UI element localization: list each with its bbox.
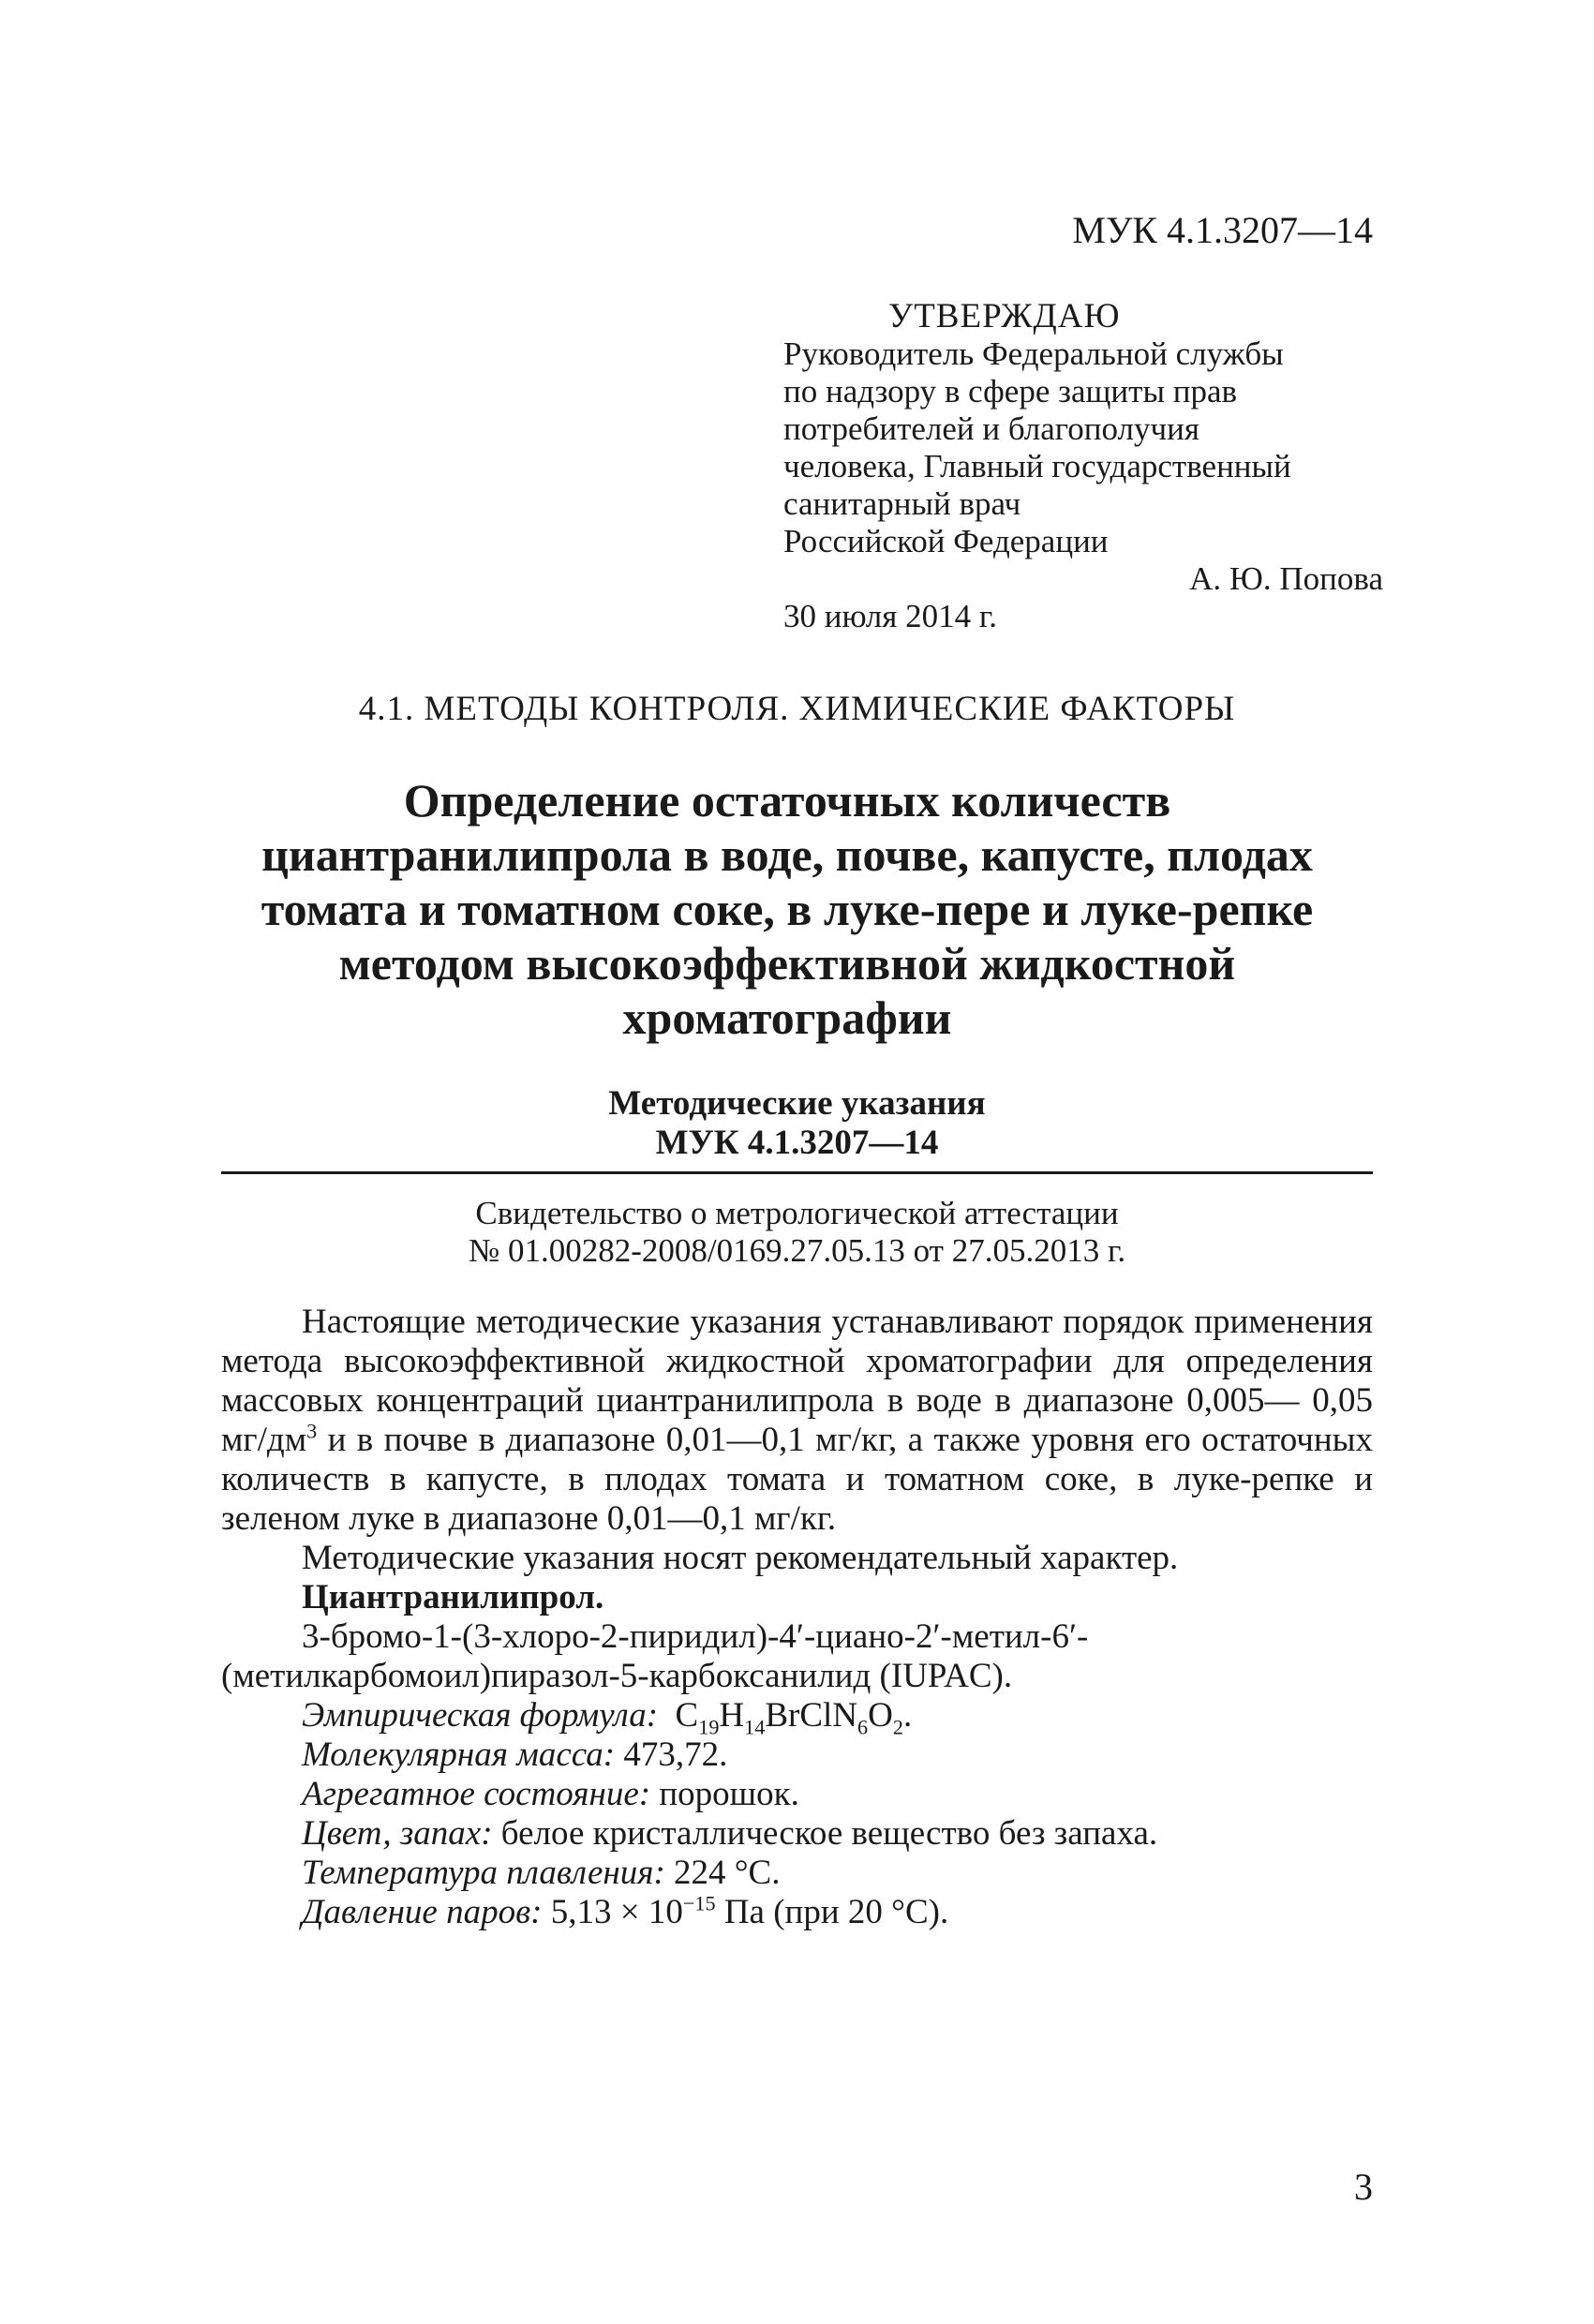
certificate-line: Свидетельство о метрологической аттестации: [475, 1195, 1119, 1231]
state-value: порошок.: [650, 1775, 799, 1813]
superscript: 3: [306, 1419, 318, 1443]
title-line: томата и томатном соке, в луке-пере и луке-репке: [261, 883, 1314, 935]
certificate-note: [0, 1195, 1594, 1270]
intro-text: Настоящие методические указания устанавливают порядок применения метода высокоэффективной жидкостной хроматографии для определения массовых концентраций циантранилипрола в воде в диапазоне 0,005— 0,05 мг/дм: [221, 1303, 1373, 1459]
substance-name: Циантранилипрол.: [302, 1578, 604, 1616]
intro-text-continued: и в почве в диапазоне 0,01—0,1 мг/кг, а также уровня его остаточных количеств в капусте, в плодах томата и томатном соке, в луке-репке и зеленом луке в диапазоне 0,01—0,1 мг/кг.: [221, 1421, 1373, 1538]
document-body: [221, 1303, 1373, 1932]
color-line: [221, 1814, 1373, 1854]
approval-signer: А. Ю. Попова: [1189, 560, 1383, 597]
mass-line: [221, 1736, 1373, 1775]
melting-line: [221, 1854, 1373, 1893]
approval-date: 30 июля 2014 г.: [783, 598, 997, 634]
intro-paragraph: [221, 1303, 1373, 1539]
vapor-exponent: −15: [682, 1891, 716, 1915]
approval-title: УТВЕРЖДАЮ: [888, 297, 1121, 335]
approval-line: потребителей и благополучия: [783, 410, 1199, 447]
color-label: Цвет, запах:: [302, 1814, 493, 1853]
certificate-number: № 01.00282-2008/0169.27.05.13 от 27.05.2013 г.: [468, 1232, 1126, 1269]
melting-value: 224 °С.: [664, 1854, 781, 1892]
approval-line: человека, Главный государственный: [783, 448, 1291, 484]
state-label: Агрегатное состояние:: [302, 1775, 651, 1813]
mass-value: 473,72.: [615, 1736, 728, 1774]
section-heading: 4.1. МЕТОДЫ КОНТРОЛЯ. ХИМИЧЕСКИЕ ФАКТОРЫ: [358, 690, 1236, 728]
advisory-paragraph: Методические указания носят рекомендательный характер.: [302, 1539, 1179, 1577]
title-line: методом высокоэффективной жидкостной: [338, 937, 1236, 990]
vapor-value: 5,13 × 10: [542, 1893, 683, 1931]
title-line: Определение остаточных количеств: [403, 774, 1171, 827]
approval-line: Российской Федерации: [783, 523, 1109, 559]
document-title: [197, 773, 1378, 1045]
iupac-name: 3-бромо-1-(3-хлоро-2-пиридил)-4′-циано-2′-метил-6′-(метилкарбомоил)пиразол-5-карбоксанилид (IUPAC).: [221, 1617, 1089, 1695]
melting-label: Температура плавления:: [302, 1854, 665, 1892]
color-value: белое кристаллическое вещество без запаха.: [492, 1814, 1158, 1853]
subtitle-code: МУК 4.1.3207—14: [655, 1124, 939, 1162]
mass-label: Молекулярная масса:: [302, 1736, 616, 1774]
formula-value: $C_{19}H_{14}BrClN_6O_2$.: [675, 1696, 913, 1739]
approval-line: санитарный врач: [783, 485, 1021, 522]
formula-line: [221, 1696, 1373, 1739]
approval-line: Руководитель Федеральной службы: [783, 335, 1284, 372]
title-line: хроматографии: [622, 991, 952, 1044]
approval-block: [783, 298, 1383, 635]
title-line: циантранилипрола в воде, почве, капусте, плодах: [261, 828, 1313, 881]
document-code-header: МУК 4.1.3207—14: [1072, 209, 1373, 251]
formula-label: Эмпирическая формула:: [302, 1696, 659, 1735]
page-number: 3: [1354, 2166, 1373, 2208]
horizontal-divider: [221, 1171, 1373, 1174]
vapor-label: Давление паров:: [302, 1893, 543, 1931]
vapor-unit: Па (при 20 °С).: [715, 1893, 949, 1931]
approval-line: по надзору в сфере защиты прав: [783, 373, 1238, 410]
vapor-line: [221, 1893, 1373, 1932]
subtitle-kind: Методические указания: [608, 1084, 986, 1123]
state-line: [221, 1775, 1373, 1814]
document-subtitle: [0, 1084, 1594, 1163]
